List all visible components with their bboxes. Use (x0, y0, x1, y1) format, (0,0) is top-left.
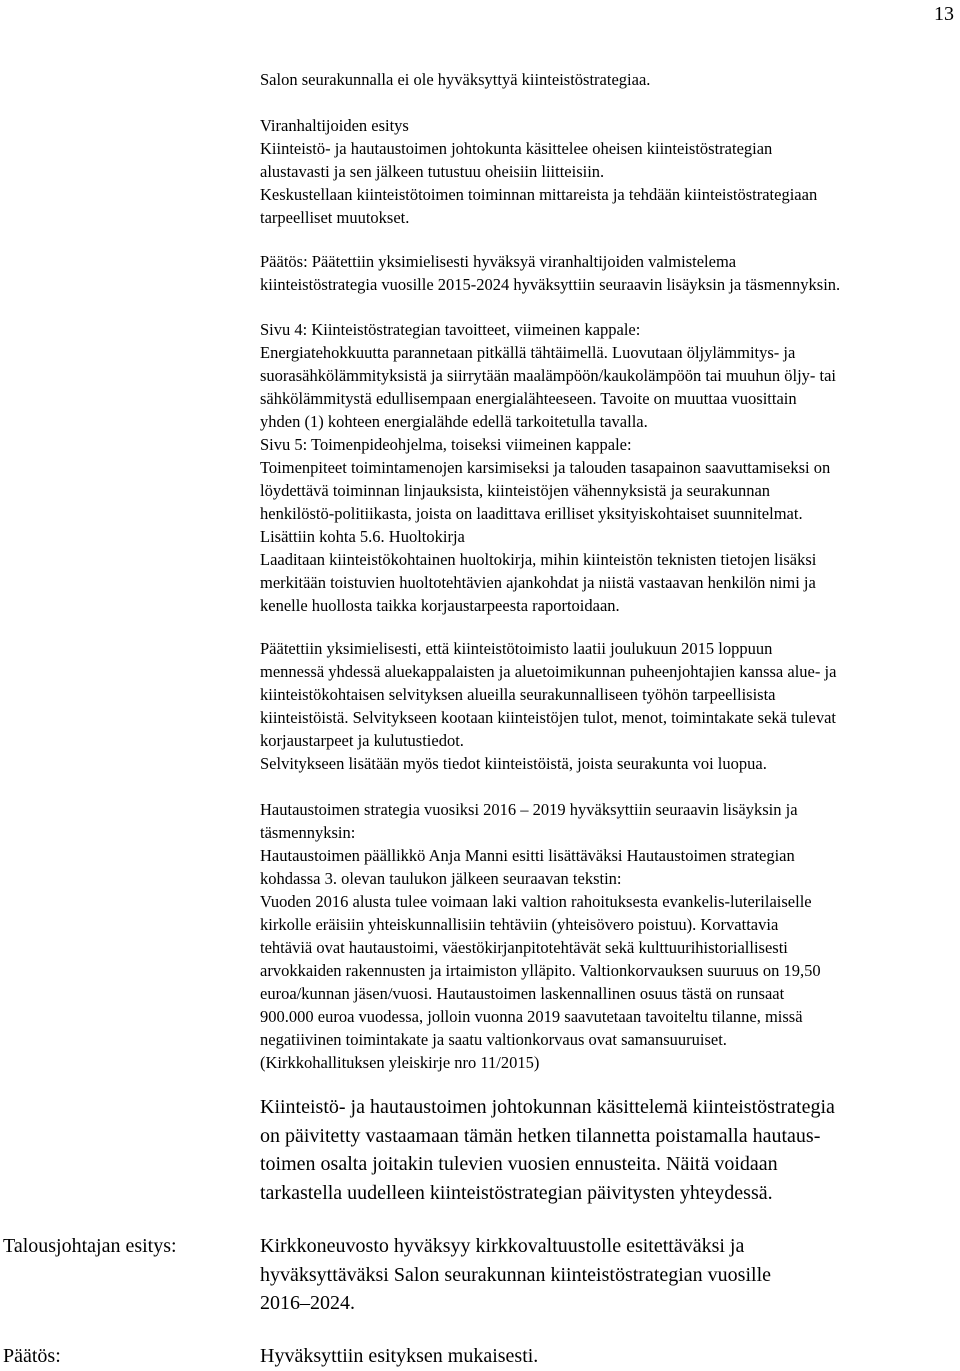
paragraph-burial-strategy: Hautaustoimen strategia vuosiksi 2016 – 2019 hyväksyttiin seuraavin lisäyksin ja täsmennyksin: Hautaustoimen päällikkö Anja Manni esitti lisättäväksi Hautaustoimen strategian kohdassa 3. olevan taulukon jälkeen seuraavan tekstin: Vuoden 2016 alusta tulee voimaan laki valtion rahoituksesta evankelis-luterilaiselle kirkolle eräisiin yhteiskunnallisiin tehtäviin (yhteisövero poistuu). Korvattavia tehtäviä ovat hautaustoimi, väestökirjanpitotehtävät sekä kulttuurihistoriallisesti arvokkaiden rakennusten ja irtaimiston ylläpito. Valtionkorvauksen suuruus on 19,50 euroa/kunnan jäsen/vuosi. Hautaustoimen laskennallinen osuus tästä on runsaat 900.000 euroa vuodessa, jolloin vuonna 2019 saavutetaan tavoiteltu tilanne, missä negatiivinen toimintakate ja saatu valtionkorvaus ovat samansuuruiset. (Kirkkohallituksen yleiskirje nro 11/2015) (260, 800, 821, 1072)
page-number: 13 (934, 3, 954, 25)
decision-label: Päätös: (3, 1345, 61, 1367)
paragraph-official-proposal: Viranhaltijoiden esitys Kiinteistö- ja hautaustoimen johtokunta käsittelee oheisen kiinteistöstrategian alustavasti ja sen jälkeen tutustuu oheisiin liitteisiin. Keskustellaan kiinteistötoimen toiminnan mittareista ja tehdään kiinteistöstrategiaan tarpeelliset muutokset. (260, 116, 818, 227)
summary-text: Kiinteistö- ja hautaustoimen johtokunnan käsittelemä kiinteistöstrategia on päivitetty vastaamaan tämän hetken tilannetta poistamalla hautaus- toimen osalta joitakin tulevien vuosien ennusteita. Näitä voidaan tarkastella uudelleen kiinteistöstrategian päivitysten yhteydessä. (260, 1096, 835, 1204)
paragraph-decision-approved: Päätös: Päätettiin yksimielisesti hyväksyä viranhaltijoiden valmistelema kiinteistöstrategia vuosille 2015-2024 hyväksyttiin seuraavin lisäyksin ja täsmennyksin. (260, 252, 841, 294)
paragraph-additions: Sivu 4: Kiinteistöstrategian tavoitteet, viimeinen kappale: Energiatehokkuutta parannetaan pitkällä tähtäimellä. Luovutaan öljylämmitys- ja suorasähkölämmityksistä ja siirrytään maalämpöön/kaukolämpöön tai muuhun öljy- tai sähkölämmitystä edullisempaan energialähteeseen. Tavoite on muuttaa vuosittain yhden (1) kohteen energialähde edellä tarkoitetulla tavalla. Sivu 5: Toimenpideohjelma, toiseksi viimeinen kappale: Toimenpiteet toimintamenojen karsimiseksi ja talouden tasapainon saavuttamiseksi on löydettävä toiminnan linjauksista, kiinteistöjen vähennyksistä ja seurakunnan henkilöstö-politiikasta, joista on laadittava erilliset yksityiskohtaiset suunnitelmat. Lisättiin kohta 5.6. Huoltokirja Laaditaan kiinteistökohtainen huoltokirja, mihin kiinteistön teknisten tietojen lisäksi merkitään toistuvien huoltotehtävien ajankohdat ja niistä vastaavan henkilön nimi ja kenelle huollosta taikka korjaustarpeesta raportoidaan. (260, 320, 837, 615)
paragraph-no-strategy: Salon seurakunnalla ei ole hyväksyttyä kiinteistöstrategiaa. (260, 70, 651, 89)
paragraph-survey-decision: Päätettiin yksimielisesti, että kiinteistötoimisto laatii joulukuun 2015 loppuun mennessä yhdessä aluekappalaisten ja aluetoimikunnan puheenjohtajien kanssa alue- ja kiinteistökohtaisen selvityksen alueilla seurakunnalliseen työhön tarpeellisista kiinteistöistä. Selvitykseen kootaan kiinteistöjen tulot, menot, toimintakate sekä tulevat korjaustarpeet ja kulutustiedot. Selvitykseen lisätään myös tiedot kiinteistöistä, joista seurakunta voi luopua. (260, 639, 837, 773)
proposal-label: Talousjohtajan esitys: (3, 1235, 177, 1257)
decision-text: Hyväksyttiin esityksen mukaisesti. (260, 1345, 539, 1367)
proposal-text: Kirkkoneuvosto hyväksyy kirkkovaltuustolle esitettäväksi ja hyväksyttäväksi Salon seurakunnan kiinteistöstrategian vuosille 2016–2024. (260, 1235, 772, 1314)
